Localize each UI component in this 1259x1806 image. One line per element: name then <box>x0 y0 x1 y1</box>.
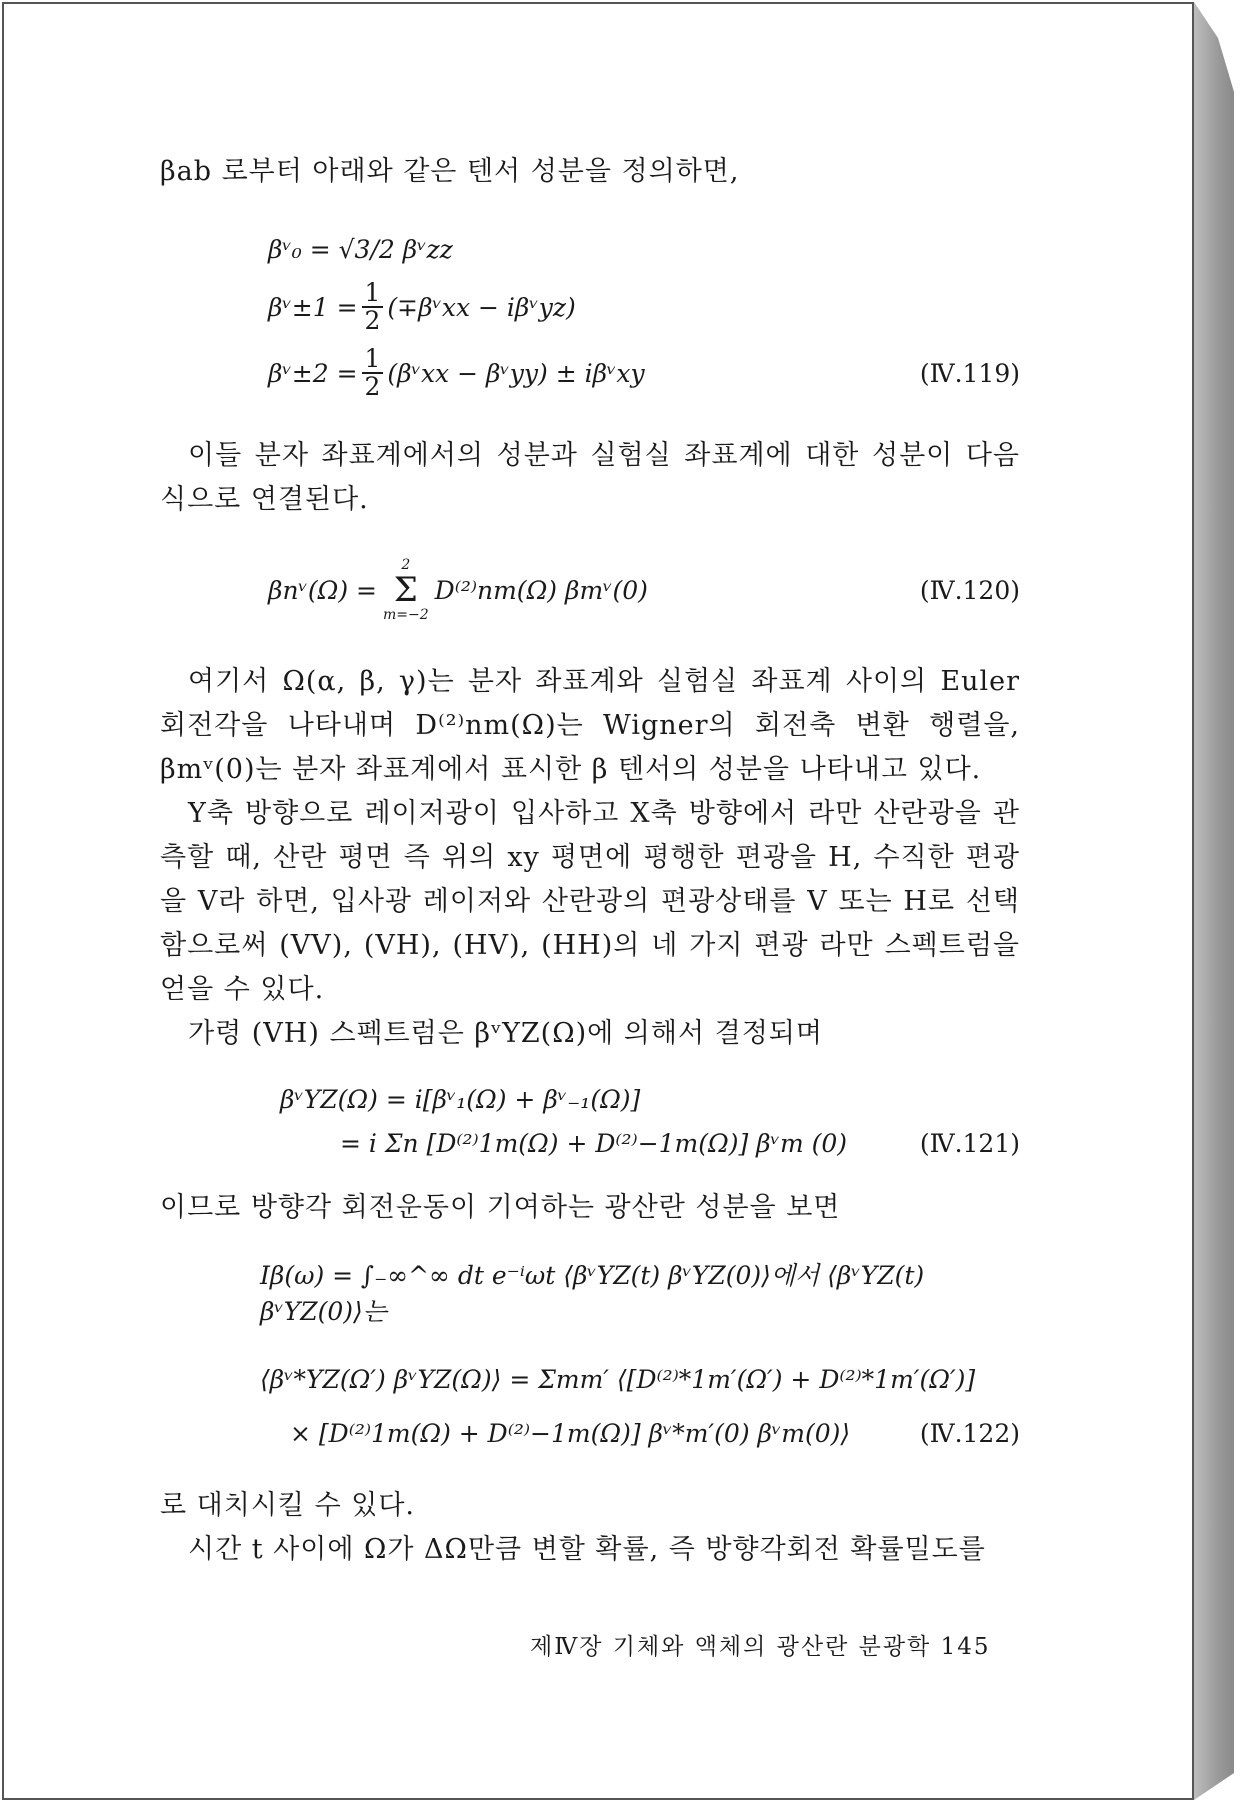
paragraph-6: 이므로 방향각 회전운동이 기여하는 광산란 성분을 보면 <box>160 1192 841 1223</box>
paragraph-3: 여기서 Ω(α, β, γ)는 분자 좌표계와 실험실 좌표계 사이의 Euler 회전각을 나타내며 D⁽²⁾nm(Ω)는 Wigner의 회전축 변환 행렬을, βmᵛ(0)는 분자 좌표계에서 표시한 β 텐서의 성분을 나타내고 있다. <box>160 666 1020 785</box>
eq119-line3-fraction: $\frac{1}{2}$ <box>362 346 384 400</box>
equation-120 <box>160 542 1020 638</box>
equation-122 <box>160 1352 1020 1460</box>
page-content <box>160 150 1020 1572</box>
eq-integral-text: Iβ(ω) = ∫₋∞^∞ dt e⁻ⁱωt ⟨βᵛYZ(t) βᵛYZ(0)⟩에서 ⟨βᵛYZ(t) βᵛYZ(0)⟩는 <box>260 1261 925 1326</box>
paragraph-5: 가령 (VH) 스펙트럼은 βᵛYZ(Ω)에 의해서 결정되며 <box>188 1018 823 1049</box>
eq119-line2-left: βᵛ±1 = <box>268 292 358 322</box>
eq119-line1: βᵛ₀ = √3/2 βᵛzz <box>268 234 453 264</box>
book-edge <box>1194 2 1234 1800</box>
running-footer: 제Ⅳ장 기체와 액체의 광산란 분광학 145 <box>530 1634 991 1660</box>
eq120-left: βnᵛ(Ω) = <box>268 575 377 605</box>
eq121-line1: βᵛYZ(Ω) = i[βᵛ₁(Ω) + βᵛ₋₁(Ω)] <box>280 1084 641 1114</box>
equation-119 <box>160 224 1020 406</box>
paragraph-4: Y축 방향으로 레이저광이 입사하고 X축 방향에서 라만 산란광을 관측할 때, 산란 평면 즉 위의 xy 평면에 평행한 편광을 H, 수직한 편광을 V라 하면, 입사광 레이저와 산란광의 편광상태를 V 또는 H로 선택함으로써 (VV), (VH), (HV), (HH)의 네 가지 편광 라만 스펙트럼을 얻을 수 있다. <box>160 798 1020 1005</box>
equation-121 <box>160 1078 1020 1166</box>
eq120-right: D⁽²⁾nm(Ω) βmᵛ(0) <box>434 575 648 605</box>
eq121-line2: = i Σn [D⁽²⁾1m(Ω) + D⁽²⁾−1m(Ω)] βᵛm (0) <box>340 1128 848 1158</box>
equation-integral <box>160 1252 1020 1332</box>
eq119-line3-left: βᵛ±2 = <box>268 358 358 388</box>
paragraph-2: 이들 분자 좌표계에서의 성분과 실험실 좌표계에 대한 성분이 다음 식으로 연결된다. <box>160 440 1020 515</box>
paragraph-8: 시간 t 사이에 Ω가 ΔΩ만큼 변할 확률, 즉 방향각회전 확률밀도를 <box>188 1534 986 1565</box>
eq122-line2: × [D⁽²⁾1m(Ω) + D⁽²⁾−1m(Ω)] βᵛ*m′(0) βᵛm(0)⟩ <box>290 1418 851 1448</box>
paragraph-1: βab 로부터 아래와 같은 텐서 성분을 정의하면, <box>160 156 740 187</box>
eq122-tag: (Ⅳ.122) <box>919 1418 1020 1448</box>
eq119-line2-fraction: $\frac{1}{2}$ <box>362 280 384 334</box>
eq120-tag: (Ⅳ.120) <box>919 575 1020 605</box>
eq119-line2-right: (∓βᵛxx − iβᵛyz) <box>387 292 576 322</box>
eq119-line3-right: (βᵛxx − βᵛyy) ± iβᵛxy <box>387 358 645 388</box>
paragraph-7: 로 대치시킬 수 있다. <box>160 1490 415 1521</box>
eq120-sum: 2 Σ m=−2 <box>383 557 429 623</box>
eq121-tag: (Ⅳ.121) <box>919 1128 1020 1158</box>
eq122-line1: ⟨βᵛ*YZ(Ω′) βᵛYZ(Ω)⟩ = Σmm′ ⟨[D⁽²⁾*1m′(Ω′) + D⁽²⁾*1m′(Ω′)] <box>260 1364 976 1394</box>
eq119-tag: (Ⅳ.119) <box>919 358 1020 388</box>
